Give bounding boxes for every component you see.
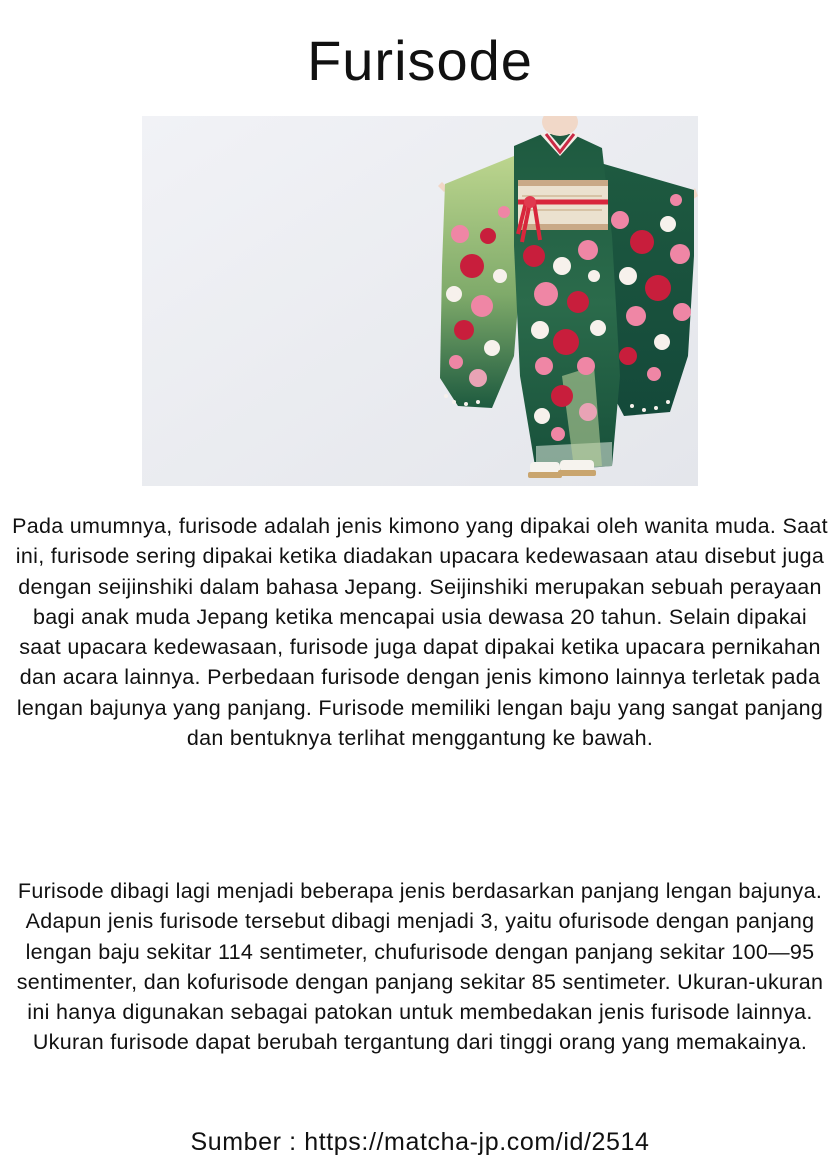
kimono-illustration: [142, 116, 698, 486]
paragraph-types: Furisode dibagi lagi menjadi beberapa jenis berdasarkan panjang lengan bajunya. Adapun jenis furisode tersebut dibagi menjadi 3, yaitu ofurisode dengan panjang lengan baju sekitar 114 sentimeter, chufurisode dengan panjang sekitar 100—95 sentimenter, dan kofurisode dengan panjang sekitar 85 sentimeter. Ukuran-ukuran ini hanya digunakan sebagai patokan untuk membedakan jenis furisode lainnya. Ukuran furisode dapat berubah tergantung dari tinggi orang yang memakainya.: [16, 879, 824, 1055]
source-citation: Sumber : https://matcha-jp.com/id/2514: [190, 1128, 650, 1156]
furisode-photo: [142, 116, 698, 486]
page-title: Furisode: [307, 29, 533, 92]
paragraph-description: Pada umumnya, furisode adalah jenis kimono yang dipakai oleh wanita muda. Saat ini, furisode sering dipakai ketika diadakan upacara kedewasaan atau disebut juga dengan seijinshiki dalam bahasa Jepang. Seijinshiki merupakan sebuah perayaan bagi anak muda Jepang ketika mencapai usia dewasa 20 tahun. Selain dipakai saat upacara kedewasaan, furisode juga dapat dipakai ketika upacara pernikahan dan acara lainnya. Perbedaan furisode dengan jenis kimono lainnya terletak pada lengan bajunya yang panjang. Furisode memiliki lengan baju yang sangat panjang dan bentuknya terlihat menggantung ke bawah.: [12, 514, 828, 751]
